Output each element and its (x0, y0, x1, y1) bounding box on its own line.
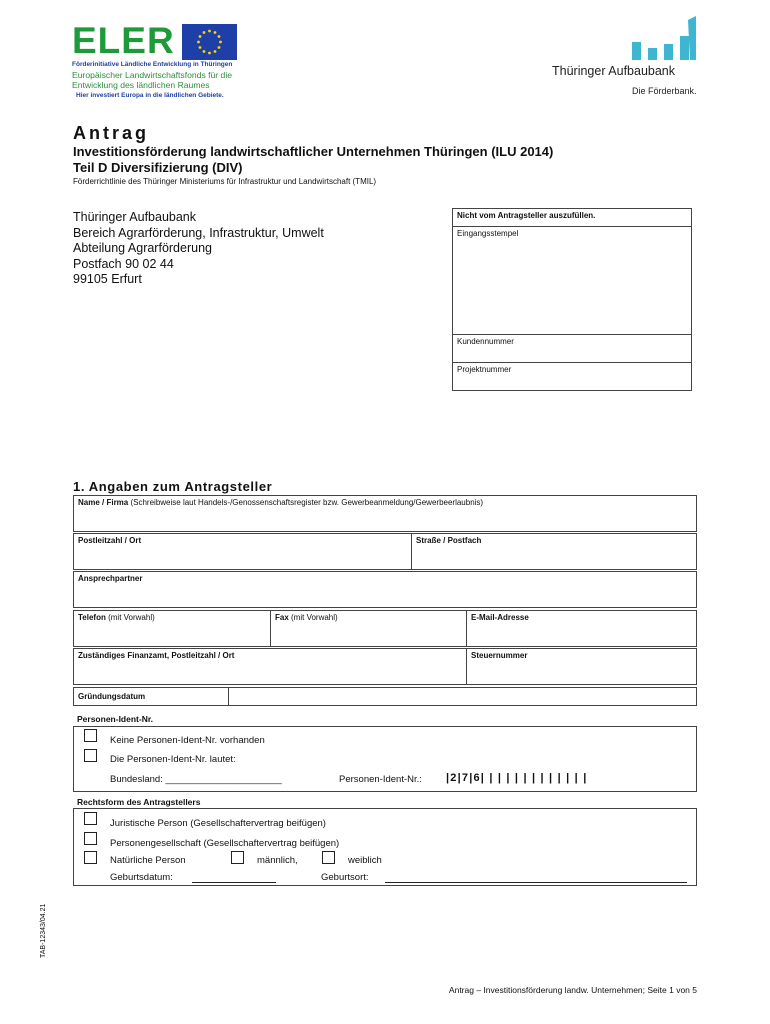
no-ident-label: Keine Personen-Ident-Nr. vorhanden (110, 735, 265, 746)
partnership-label: Personengesellschaft (Gesellschaftervertrag beifügen) (110, 838, 340, 849)
name-label: Name / Firma (78, 498, 129, 507)
form-subtitle: Förderrichtlinie des Thüringer Ministeriums für Infrastruktur und Landwirtschaft (TMIL) (73, 177, 377, 186)
tax-number-label: Steuernummer (471, 651, 528, 660)
eler-initiative-text: Förderinitiative Ländliche Entwicklung in Thüringen (72, 61, 233, 68)
federal-state-field[interactable]: Bundesland: ______________________ (110, 774, 282, 785)
female-checkbox[interactable] (322, 851, 335, 864)
form-code: TAB-12343/04.21 (40, 903, 47, 958)
address-line: Postfach 90 02 44 (73, 256, 174, 271)
fax-field[interactable] (270, 610, 467, 647)
fax-hint: (mit Vorwahl) (288, 613, 338, 622)
birth-place-field[interactable] (385, 882, 687, 883)
street-label: Straße / Postfach (416, 536, 482, 545)
page-title: Antrag (73, 123, 149, 143)
birth-date-field[interactable] (192, 882, 276, 883)
eler-fund-text: Europäischer Landwirtschaftsfonds für die Entwicklung des ländlichen Raumes (72, 70, 233, 90)
female-label: weiblich (348, 855, 382, 866)
postal-code-city-label: Postleitzahl / Ort (78, 536, 142, 545)
birth-date-label: Geburtsdatum: (110, 872, 173, 883)
page-footer: Antrag – Investitionsförderung landw. Unternehmen; Seite 1 von 5 (448, 985, 697, 995)
phone-hint: (mit Vorwahl) (105, 613, 155, 622)
natural-person-label: Natürliche Person (110, 855, 186, 866)
ident-given-checkbox[interactable] (84, 749, 97, 762)
recipient-address (73, 210, 324, 288)
address-line: Abteilung Agrarförderung (73, 241, 212, 255)
partnership-checkbox[interactable] (84, 832, 97, 845)
receipt-stamp-field: Eingangsstempel (453, 227, 691, 335)
form-title: Investitionsförderung landwirtschaftlicher Unternehmen Thüringen (ILU 2014) (73, 144, 554, 159)
street-field[interactable] (411, 533, 697, 570)
section-heading: 1. Angaben zum Antragsteller (73, 479, 273, 494)
tax-office-field[interactable] (73, 648, 467, 685)
ident-number-heading: Personen-Ident-Nr. (77, 714, 154, 724)
project-number-field: Projektnummer (457, 365, 512, 374)
address-line: 99105 Erfurt (73, 272, 142, 286)
ident-given-label: Die Personen-Ident-Nr. lautet: (110, 754, 236, 765)
founding-date-label-cell (73, 687, 229, 706)
form-part-title: Teil D Diversifizierung (DIV) (73, 160, 243, 175)
founding-date-label: Gründungsdatum (78, 692, 146, 701)
address-line: Bereich Agrarförderung, Infrastruktur, Umwelt (73, 225, 324, 240)
address-line: Thüringer Aufbaubank (73, 210, 197, 224)
tax-number-field[interactable] (466, 648, 697, 685)
no-ident-checkbox[interactable] (84, 729, 97, 742)
office-use-heading: Nicht vom Antragsteller auszufüllen. (453, 209, 691, 227)
male-label: männlich, (257, 855, 298, 866)
natural-person-checkbox[interactable] (84, 851, 97, 864)
legal-entity-label: Juristische Person (Gesellschaftervertrag beifügen) (110, 818, 326, 829)
contact-person-field[interactable] (73, 571, 697, 608)
name-field[interactable] (73, 495, 697, 532)
eler-logo-text: ELER (72, 20, 175, 61)
office-use-box (452, 208, 692, 391)
ident-number-field[interactable]: |2|7|6| | | | | | | | | | | | | (446, 772, 588, 784)
contact-person-label: Ansprechpartner (78, 574, 143, 583)
founding-date-field[interactable] (228, 687, 697, 706)
phone-field[interactable] (73, 610, 271, 647)
name-hint: (Schreibweise laut Handels-/Genossenschaftsregister bzw. Gewerbeanmeldung/Gewerbeerlaubnis) (128, 498, 484, 507)
fax-label: Fax (275, 613, 289, 622)
eler-invest-text: Hier investiert Europa in die ländlichen Gebiete. (76, 92, 224, 99)
bank-name: Thüringer Aufbaubank (552, 64, 676, 78)
email-label: E-Mail-Adresse (471, 613, 529, 622)
phone-label: Telefon (78, 613, 106, 622)
legal-form-heading: Rechtsform des Antragstellers (77, 797, 201, 807)
male-checkbox[interactable] (231, 851, 244, 864)
bank-slogan: Die Förderbank. (632, 86, 697, 96)
email-field[interactable] (466, 610, 697, 647)
tax-office-label: Zuständiges Finanzamt, Postleitzahl / Ort (78, 651, 235, 660)
legal-entity-checkbox[interactable] (84, 812, 97, 825)
birth-place-label: Geburtsort: (321, 872, 369, 883)
customer-number-field: Kundennummer (453, 335, 691, 363)
bank-logo-icon (630, 14, 700, 64)
eu-flag-icon (182, 24, 237, 60)
postal-code-city-field[interactable] (73, 533, 412, 570)
ident-number-label: Personen-Ident-Nr.: (339, 774, 422, 785)
